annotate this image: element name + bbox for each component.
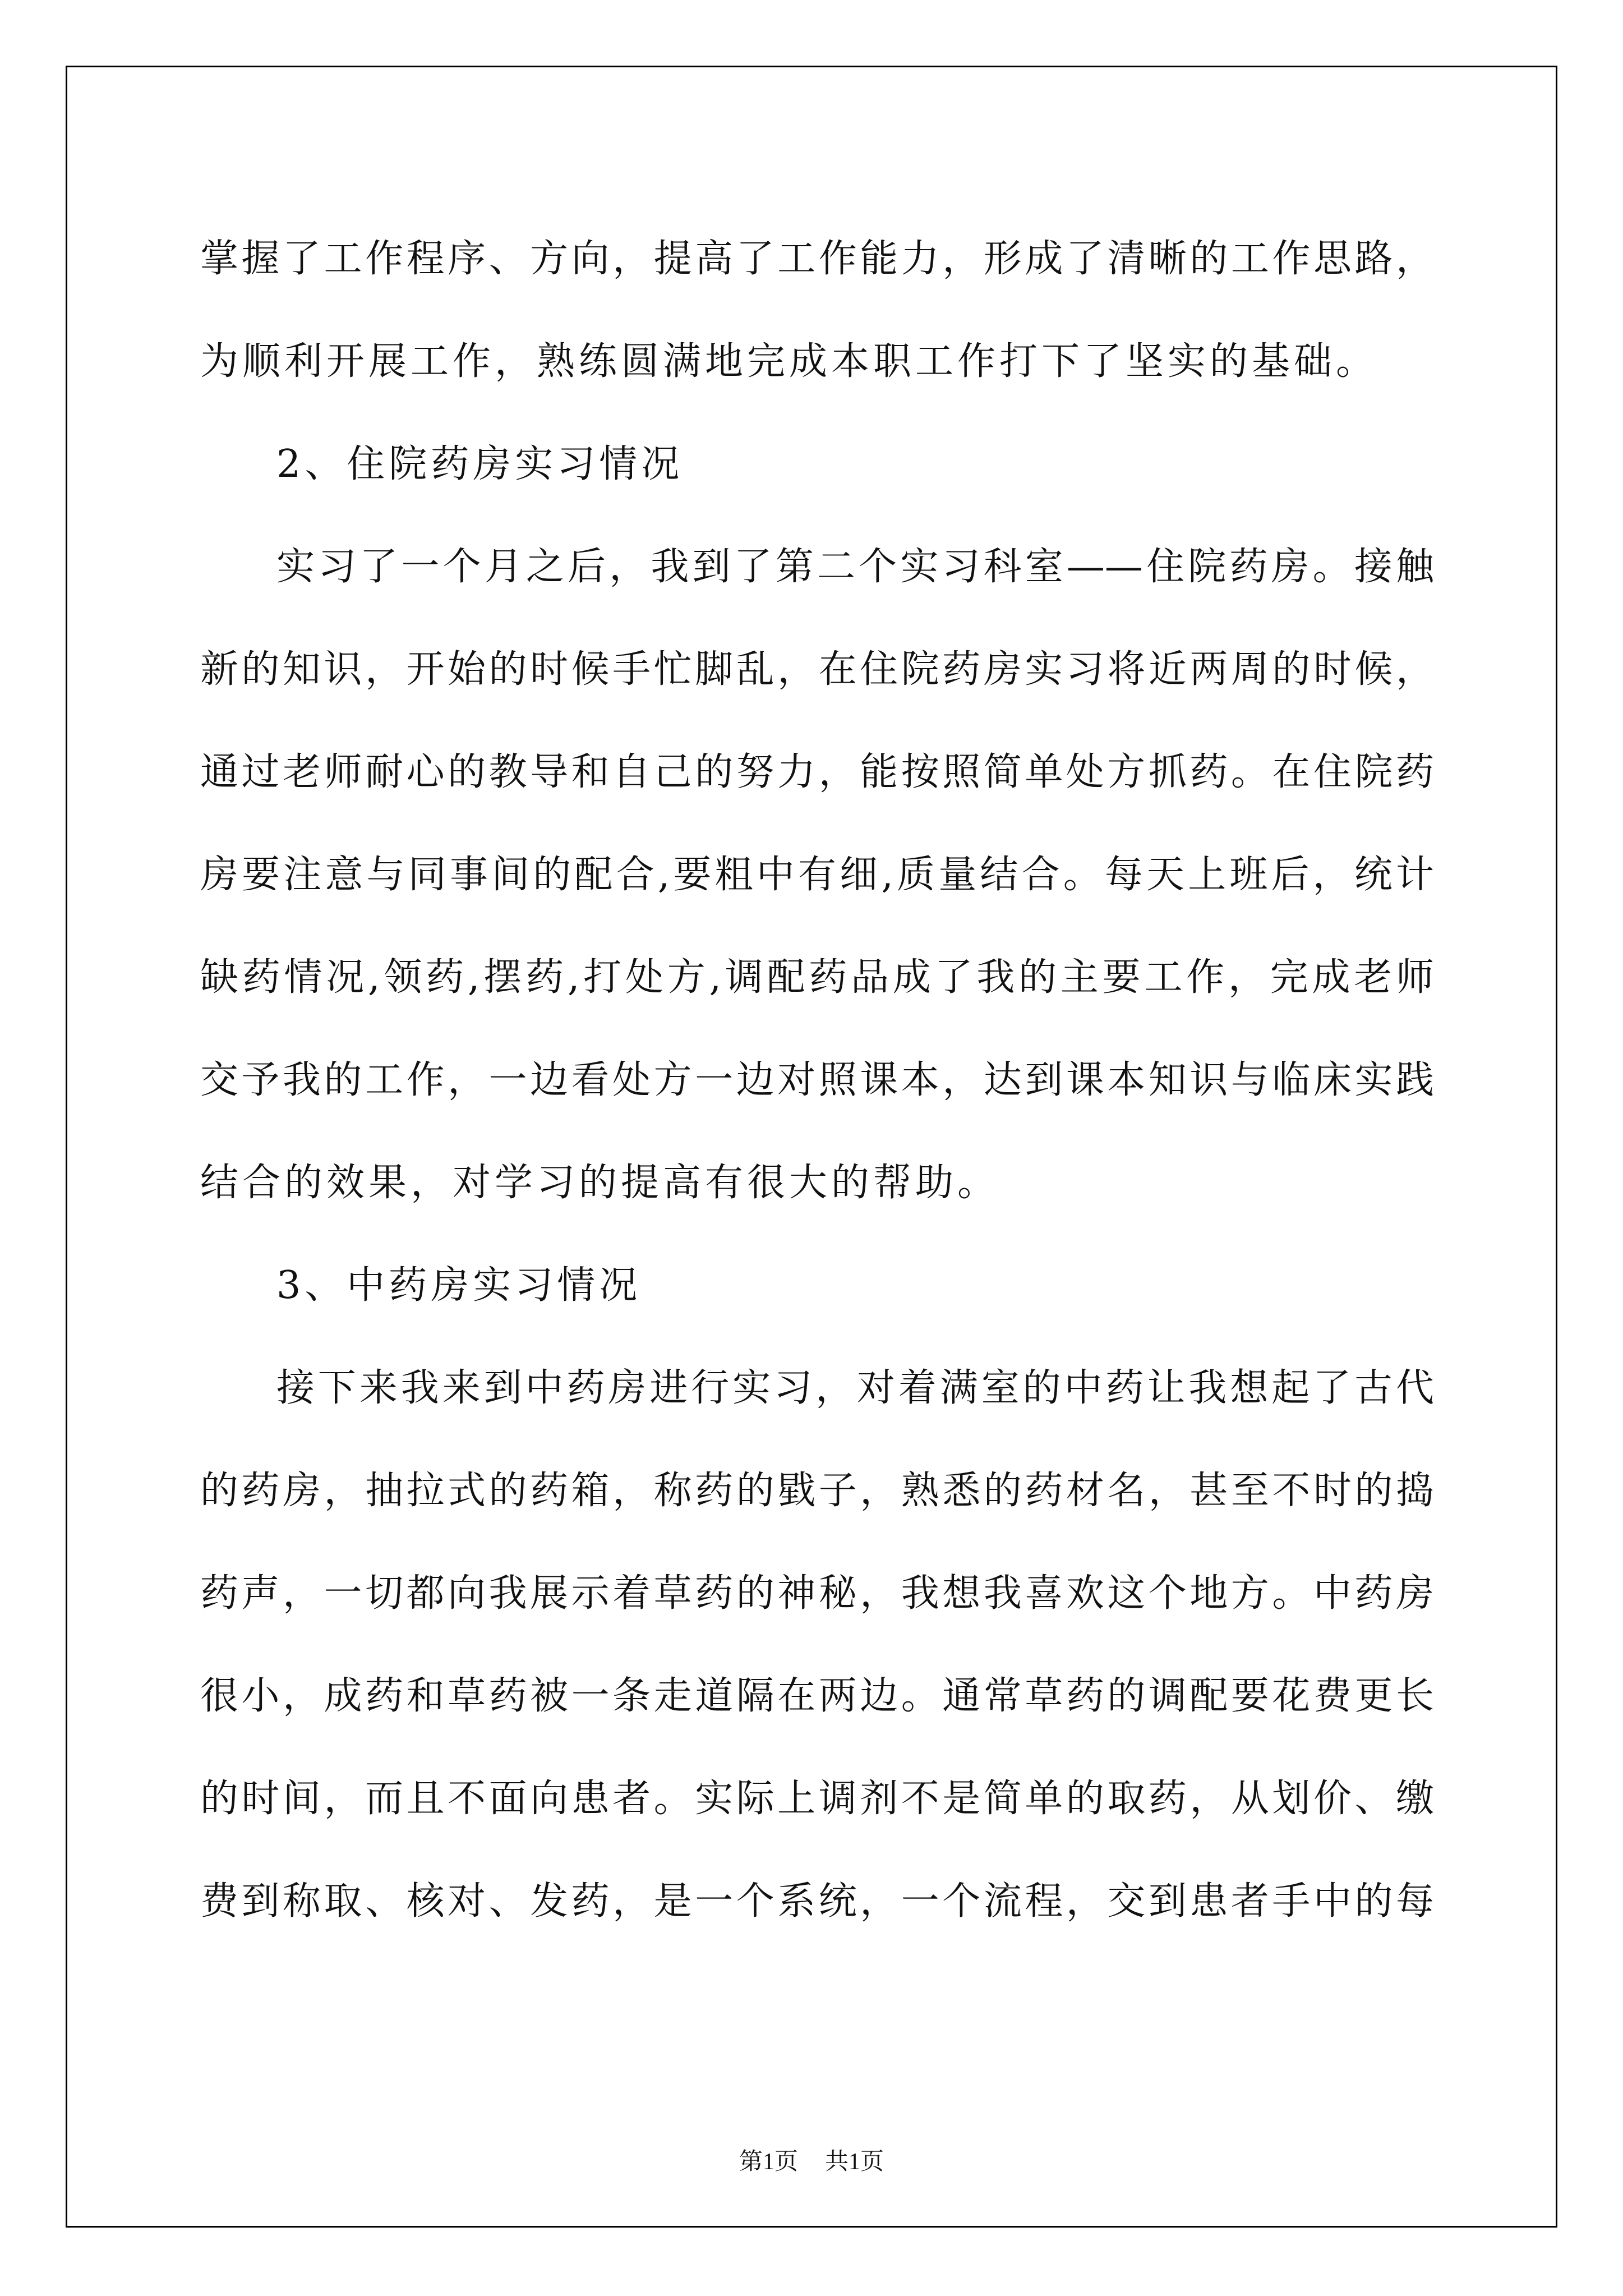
section-heading: 3、中药房实习情况 xyxy=(276,1263,642,1308)
text-line: 的药房，抽拉式的药箱，称药的戥子，熟悉的药材名，甚至不时的捣 xyxy=(200,1469,1434,1513)
text-line: 结合的效果，对学习的提高有很大的帮助。 xyxy=(200,1161,1000,1205)
text-line: 新的知识，开始的时候手忙脚乱，在住院药房实习将近两周的时候， xyxy=(200,647,1434,692)
text-line: 实习了一个月之后，我到了第二个实习科室——住院药房。接触 xyxy=(276,545,1434,589)
text-line: 掌握了工作程序、方向，提高了工作能力，形成了清晰的工作思路， xyxy=(200,237,1434,281)
text-line: 很小，成药和草药被一条走道隔在两边。通常草药的调配要花费更长 xyxy=(200,1674,1434,1718)
page-footer xyxy=(0,2143,1623,2177)
section-heading: 2、住院药房实习情况 xyxy=(276,442,684,486)
text-line: 的时间，而且不面向患者。实际上调剂不是简单的取药，从划价、缴 xyxy=(200,1777,1434,1821)
text-line: 为顺利开展工作，熟练圆满地完成本职工作打下了坚实的基础。 xyxy=(200,339,1378,384)
page-total: 共1页 xyxy=(825,2149,884,2175)
text-line: 交予我的工作，一边看处方一边对照课本，达到课本知识与临床实践 xyxy=(200,1058,1434,1102)
page-number: 第1页 xyxy=(739,2149,798,2175)
text-line: 缺药情况,领药,摆药,打处方,调配药品成了我的主要工作，完成老师 xyxy=(200,955,1434,1000)
text-line: 通过老师耐心的教导和自己的努力，能按照简单处方抓药。在住院药 xyxy=(200,750,1434,794)
text-line: 药声，一切都向我展示着草药的神秘，我想我喜欢这个地方。中药房 xyxy=(200,1571,1434,1616)
text-line: 房要注意与同事间的配合,要粗中有细,质量结合。每天上班后，统计 xyxy=(200,853,1434,897)
text-line: 接下来我来到中药房进行实习，对着满室的中药让我想起了古代 xyxy=(276,1366,1434,1410)
document-body xyxy=(200,208,1434,1953)
text-line: 费到称取、核对、发药，是一个系统，一个流程，交到患者手中的每 xyxy=(200,1879,1434,1924)
